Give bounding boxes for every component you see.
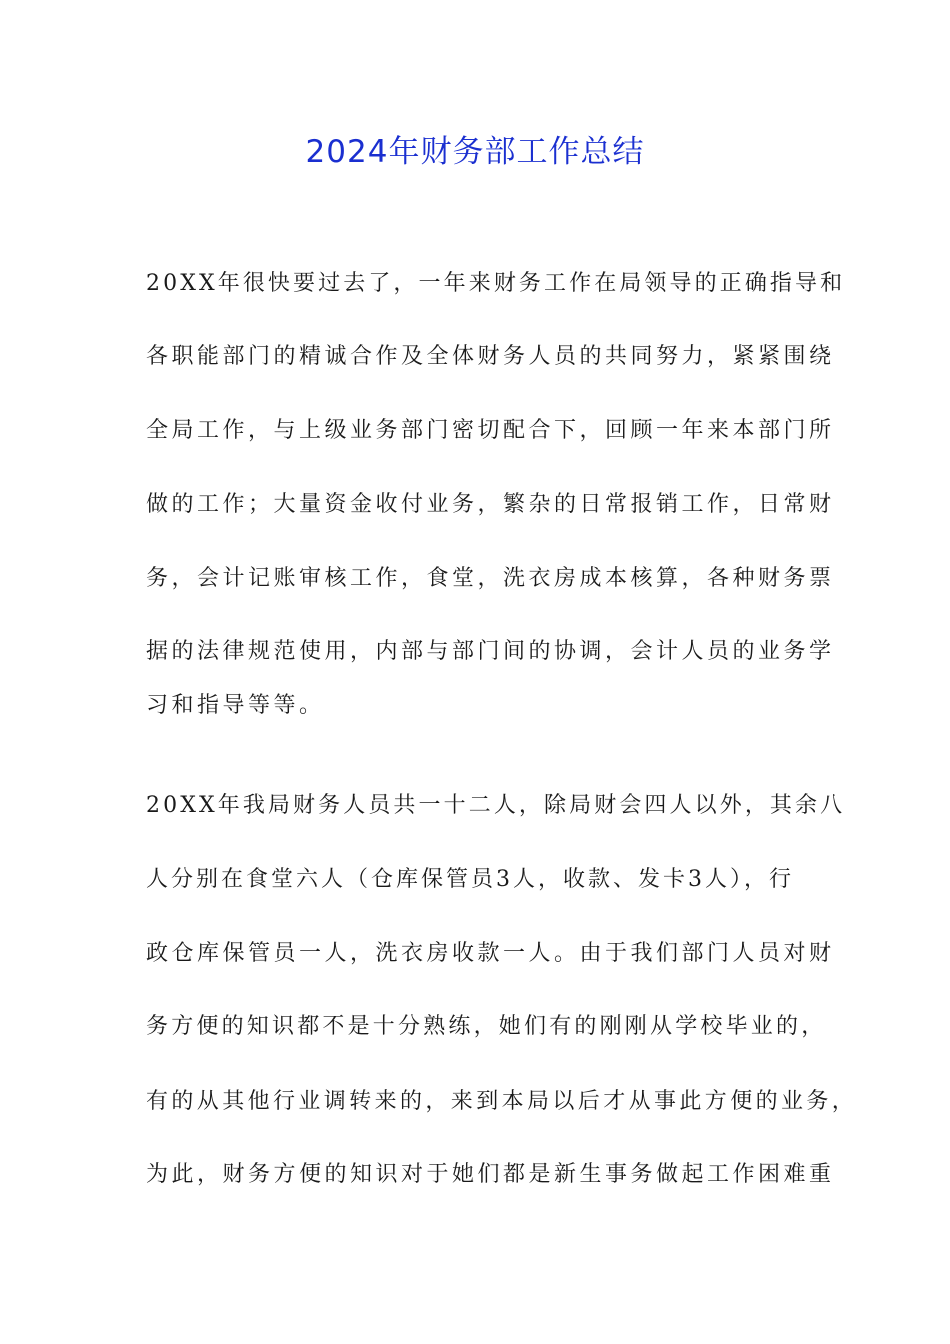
paragraph-line: 为此，财务方便的知识对于她们都是新生事务做起工作困难重 [146, 1162, 835, 1187]
paragraph-line: 做的工作；大量资金收付业务，繁杂的日常报销工作，日常财 [146, 492, 835, 517]
paragraph-line: 各职能部门的精诚合作及全体财务人员的共同努力，紧紧围绕 [146, 344, 835, 369]
paragraph-line: 20XX年我局财务人员共一十二人，除局财会四人以外，其余八 [146, 793, 846, 818]
paragraph-line: 有的从其他行业调转来的，来到本局以后才从事此方便的业务， [146, 1089, 858, 1114]
paragraph-line: 务，会计记账审核工作，食堂，洗衣房成本核算，各种财务票 [146, 566, 835, 591]
paragraph-line: 务方便的知识都不是十分熟练，她们有的刚刚从学校毕业的， [146, 1014, 827, 1039]
document-title: 2024年财务部工作总结 [305, 134, 645, 170]
paragraph-line: 政仓库保管员一人，洗衣房收款一人。由于我们部门人员对财 [146, 941, 835, 966]
paragraph-line: 习和指导等等。 [146, 693, 325, 718]
paragraph-line: 人分别在食堂六人（仓库保管员3人，收款、发卡3人），行 [146, 867, 794, 892]
paragraph-line: 据的法律规范使用，内部与部门间的协调，会计人员的业务学 [146, 639, 835, 664]
paragraph-line: 全局工作，与上级业务部门密切配合下，回顾一年来本部门所 [146, 418, 835, 443]
paragraph-line: 20XX年很快要过去了，一年来财务工作在局领导的正确指导和 [146, 271, 846, 296]
